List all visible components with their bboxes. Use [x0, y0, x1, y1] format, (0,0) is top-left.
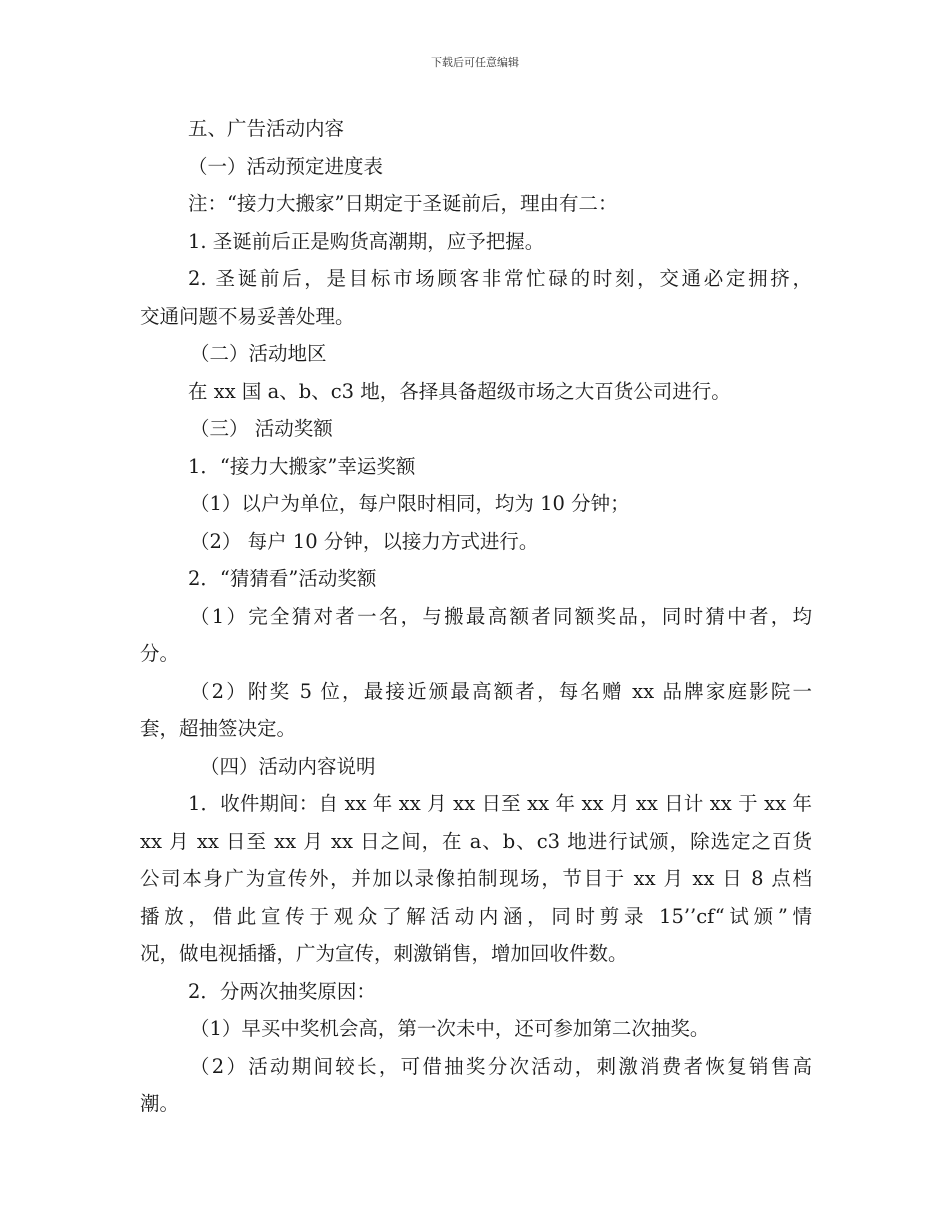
- subsection-heading: （四）活动内容说明: [200, 754, 376, 778]
- list-item: 1. 圣诞前后正是购货高潮期，应予把握。: [188, 229, 545, 253]
- paragraph-continuation: 分。: [140, 642, 180, 665]
- paragraph: 注：“接力大搬家”日期定于圣诞前后，理由有二：: [188, 192, 618, 215]
- paragraph-continuation: 公司本身广为宣传外，并加以录像拍制现场，节目于 xx 月 xx 日 8 点档: [140, 867, 812, 890]
- paragraph-continuation: xx 月 xx 日至 xx 月 xx 日之间，在 a、b、c3 地进行试颁，除选定之百货: [140, 829, 812, 853]
- list-item: 2. 圣诞前后，是目标市场顾客非常忙碌的时刻，交通必定拥挤，: [188, 267, 812, 290]
- page-header-note: 下载后可任意编辑: [431, 56, 519, 69]
- subsection-heading: （二）活动地区: [190, 342, 327, 365]
- paragraph-continuation: 交通问题不易妥善处理。: [140, 304, 355, 328]
- list-item: （1）完全猜对者一名，与搬最高额者同额奖品，同时猜中者，均: [190, 604, 812, 628]
- list-item: 2．“猜猜看”活动奖额: [188, 567, 377, 590]
- paragraph-continuation: 套，超抽签决定。: [140, 717, 297, 740]
- list-item: （1）以户为单位，每户限时相同，均为 10 分钟；: [190, 492, 630, 515]
- section-heading: 五、广告活动内容: [188, 117, 345, 140]
- subsection-heading: （三） 活动奖额: [190, 417, 333, 440]
- list-item: （1）早买中奖机会高，第一次未中，还可参加第二次抽奖。: [190, 1017, 710, 1040]
- list-item: （2） 每户 10 分钟，以接力方式进行。: [190, 529, 539, 553]
- paragraph-continuation: 播放，借此宣传于观众了解活动内涵，同时剪录 15’’cf“试颁”情: [140, 904, 812, 928]
- list-item: （2）附奖 5 位，最接近颁最高额者，每名赠 xx 品牌家庭影院一: [190, 679, 812, 703]
- list-item: 1．收件期间：自 xx 年 xx 月 xx 日至 xx 年 xx 月 xx 日计 xx 于 xx 年: [188, 792, 812, 815]
- list-item: 1．“接力大搬家”幸运奖额: [188, 454, 416, 478]
- subsection-heading: （一）活动预定进度表: [188, 154, 384, 178]
- paragraph-continuation: 况，做电视插播，广为宣传，刺激销售，增加回收件数。: [140, 942, 628, 965]
- paragraph-continuation: 潮。: [140, 1092, 180, 1115]
- paragraph: 在 xx 国 a、b、c3 地，各择具备超级市场之大百货公司进行。: [188, 379, 731, 403]
- document-body: [140, 110, 812, 1123]
- list-item: 2．分两次抽奖原因：: [188, 979, 376, 1003]
- list-item: （2）活动期间较长，可借抽奖分次活动，刺激消费者恢复销售高: [190, 1054, 812, 1078]
